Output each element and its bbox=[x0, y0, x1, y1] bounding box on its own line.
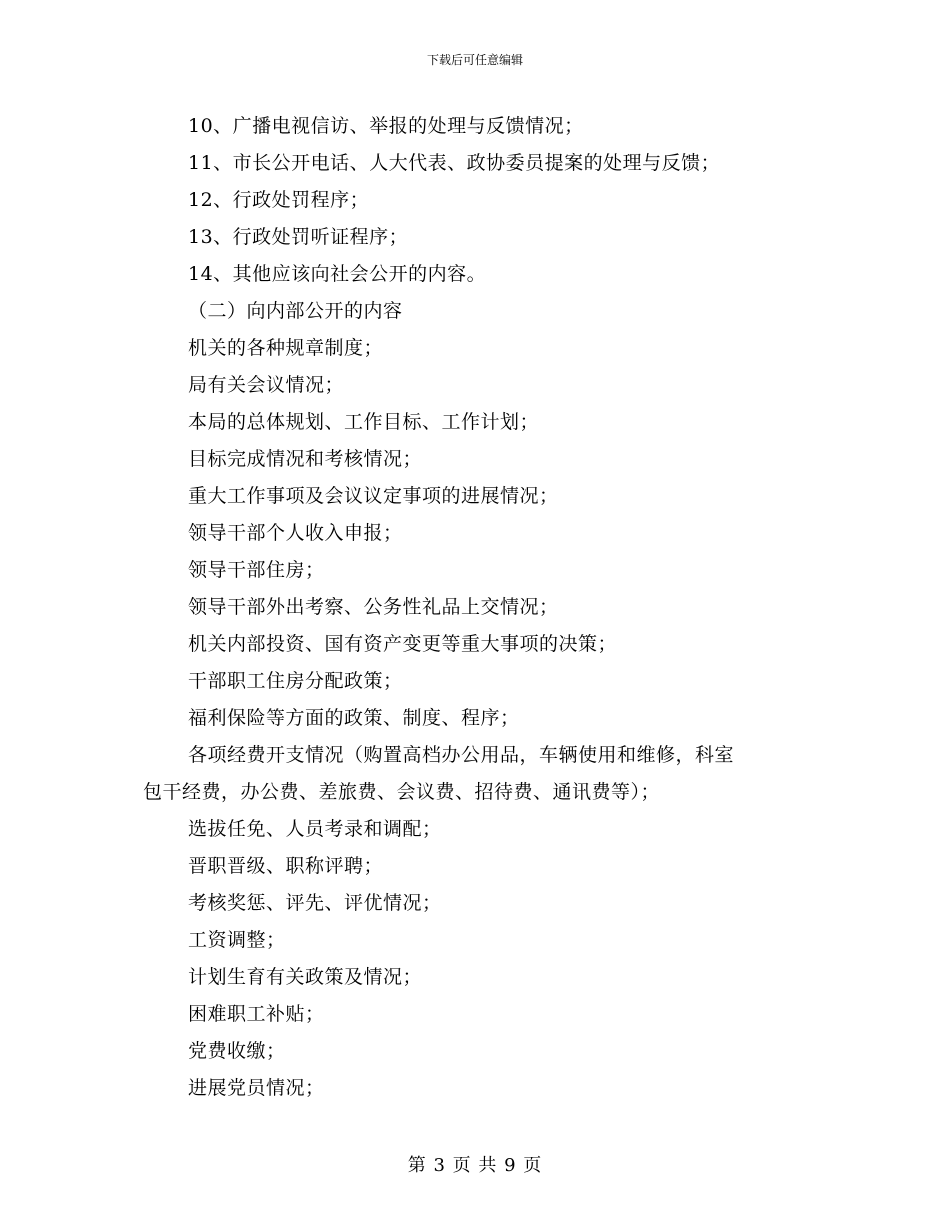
page-number-footer: 第 3 页 共 9 页 bbox=[407, 1155, 543, 1176]
paragraph-line: 目标完成情况和考核情况； bbox=[188, 448, 423, 470]
paragraph-line: 机关的各种规章制度； bbox=[188, 337, 384, 359]
paragraph-line: 11、市长公开电话、人大代表、政协委员提案的处理与反馈； bbox=[188, 152, 721, 174]
paragraph-line: 局有关会议情况； bbox=[188, 374, 345, 396]
paragraph-line: 晋职晋级、职称评聘； bbox=[188, 855, 384, 877]
paragraph-line: 党费收缴； bbox=[188, 1040, 286, 1062]
paragraph-line: 机关内部投资、国有资产变更等重大事项的决策； bbox=[188, 633, 618, 655]
paragraph-line: 困难职工补贴； bbox=[188, 1003, 325, 1025]
paragraph-line: 干部职工住房分配政策； bbox=[188, 670, 403, 692]
paragraph-line: 选拔任免、人员考录和调配； bbox=[188, 818, 442, 840]
paragraph-line-continued: 包干经费，办公费、差旅费、会议费、招待费、通讯费等）； bbox=[143, 781, 661, 803]
paragraph-line: 各项经费开支情况（购置高档办公用品，车辆使用和维修，科室 bbox=[188, 744, 735, 766]
paragraph-line: 13、行政处罚听证程序； bbox=[188, 226, 409, 248]
paragraph-line: 领导干部外出考察、公务性礼品上交情况； bbox=[188, 596, 559, 618]
document-body bbox=[143, 108, 803, 1107]
paragraph-line: 进展党员情况； bbox=[188, 1077, 325, 1099]
paragraph-line: 领导干部住房； bbox=[188, 559, 325, 581]
page-header: 下载后可任意编辑 bbox=[426, 53, 523, 67]
section-heading: （二）向内部公开的内容 bbox=[188, 300, 403, 322]
paragraph-line: 本局的总体规划、工作目标、工作计划； bbox=[188, 411, 540, 433]
paragraph-line: 福利保险等方面的政策、制度、程序； bbox=[188, 707, 520, 729]
paragraph-line: 重大工作事项及会议议定事项的进展情况； bbox=[188, 485, 559, 507]
paragraph-line: 12、行政处罚程序； bbox=[188, 189, 370, 211]
paragraph-line: 工资调整； bbox=[188, 929, 286, 951]
paragraph-line: 14、其他应该向社会公开的内容。 bbox=[188, 263, 487, 285]
paragraph-line: 领导干部个人收入申报； bbox=[188, 522, 403, 544]
paragraph-line: 10、广播电视信访、举报的处理与反馈情况； bbox=[188, 115, 584, 137]
paragraph-line: 计划生育有关政策及情况； bbox=[188, 966, 423, 988]
paragraph-line: 考核奖惩、评先、评优情况； bbox=[188, 892, 442, 914]
